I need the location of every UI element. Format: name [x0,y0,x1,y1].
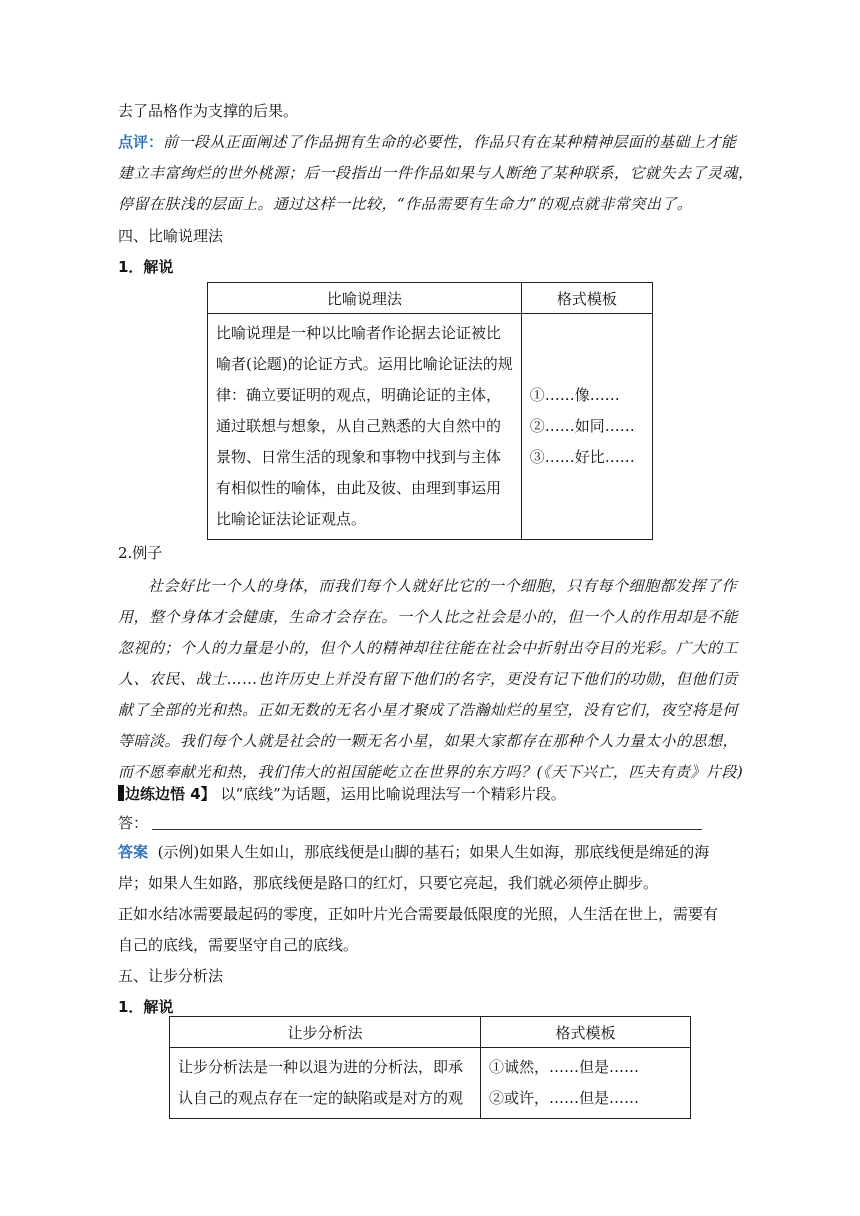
comment-line-2: 建立丰富绚烂的世外桃源；后一段指出一件作品如果与人断绝了某种联系，它就失去了灵魂， [118,164,754,182]
table1-header-method: 比喻说理法 [208,283,522,314]
answer-line-3: 正如水结冰需要最起码的零度，正如叶片光合需要最低限度的光照，人生活在世上，需要有 [118,905,719,923]
example-line-7: 而不愿奉献光和热，我们伟大的祖国能屹立在世界的东方吗？(《天下兴亡，匹夫有责》片段) [118,763,744,781]
example-line-6: 等暗淡。我们每个人就是社会的一颗无名小星，如果大家都存在那种个人力量太小的思想， [118,732,739,750]
section-5-subheading: 1．解说 [118,998,174,1016]
exercise-prompt: 以“底线”为话题，运用比喻说理法写一个精彩片段。 [220,785,566,803]
section-4-subheading: 1．解说 [118,258,174,276]
section-4-title: 四、比喻说理法 [118,227,224,245]
bracket-icon [118,785,124,801]
answer-text-1: (示例)如果人生如山，那底线便是山脚的基石；如果人生如海，那底线便是绵延的海 [157,843,710,861]
table1-desc-line: 律：确立要证明的观点，明确论证的主体， [216,386,502,404]
paragraph-line: 去了品格作为支撑的后果。 [118,102,299,120]
table2-template-line: ②或许，……但是…… [489,1089,640,1107]
comment-text-1: 前一段从正面阐述了作品拥有生命的必要性，作品只有在某种精神层面的基础上才能 [163,133,737,151]
example-title: 2.例子 [118,544,163,562]
table1-header-template: 格式模板 [521,283,652,314]
exercise-tag-label: 边练边悟 4】 [125,785,216,803]
table1-desc-line: 比喻说理是一种以比喻者作论据去论证被比 [216,324,502,342]
table2-header-method: 让步分析法 [170,1017,481,1048]
example-line-5: 献了全部的光和热。正如无数的无名小星才聚成了浩瀚灿烂的星空，没有它们，夜空将是何 [118,701,739,719]
answer-label: 答案 [118,843,149,861]
table2-template-cell [481,1048,691,1119]
table1-desc-line: 比喻论证法论证观点。 [216,510,367,528]
metaphor-method-table [207,282,653,540]
section-5-title: 五、让步分析法 [118,967,224,985]
table1-template-cell [521,314,652,540]
table1-desc-line: 景物、日常生活的现象和事物中找到与主体 [216,448,502,466]
exercise-tag [118,785,216,803]
table2-template-line: ①诚然，……但是…… [489,1058,640,1076]
answer-line-4: 自己的底线，需要坚守自己的底线。 [118,936,359,954]
answer-blank-line[interactable] [152,829,702,830]
table2-header-template: 格式模板 [481,1017,691,1048]
table2-description-cell [170,1048,481,1119]
comment-line-3: 停留在肤浅的层面上。通过这样一比较，“作品需要有生命力”的观点就非常突出了。 [118,195,693,213]
table2-desc-line: 让步分析法是一种以退为进的分析法，即承 [178,1058,464,1076]
example-line-2: 用，整个身体才会健康，生命才会存在。一个人比之社会是小的，但一个人的作用却是不能 [118,608,739,626]
comment-line-1 [118,132,737,152]
example-line-1: 社会好比一个人的身体，而我们每个人就好比它的一个细胞，只有每个细胞都发挥了作 [148,577,738,595]
exercise-line [118,784,566,804]
table1-desc-line: 有相似性的喻体，由此及彼、由理到事运用 [216,479,502,497]
table2-desc-line: 认自己的观点存在一定的缺陷或是对方的观 [178,1089,464,1107]
table1-template-line: ③……好比…… [529,448,635,466]
example-line-3: 忽视的；个人的力量是小的，但个人的精神却往往能在社会中折射出夺目的光彩。广大的工 [118,639,739,657]
table1-desc-line: 喻者(论题)的论证方式。运用比喻论证法的规 [216,355,513,373]
comment-label: 点评： [118,133,164,151]
table1-description-cell [208,314,522,540]
answer-prefix: 答： [118,814,149,832]
concession-method-table [169,1016,691,1119]
answer-line-2: 岸；如果人生如路，那底线便是路口的红灯，只要它亮起，我们就必须停止脚步。 [118,874,659,892]
table1-desc-line: 通过联想与想象，从自己熟悉的大自然中的 [216,417,502,435]
table1-template-line: ①……像…… [529,386,620,404]
answer-line-1 [118,842,709,862]
table1-template-line: ②……如同…… [529,417,635,435]
example-line-4: 人、农民、战士……也许历史上并没有留下他们的名字，更没有记下他们的功勋，但他们贡 [118,670,739,688]
